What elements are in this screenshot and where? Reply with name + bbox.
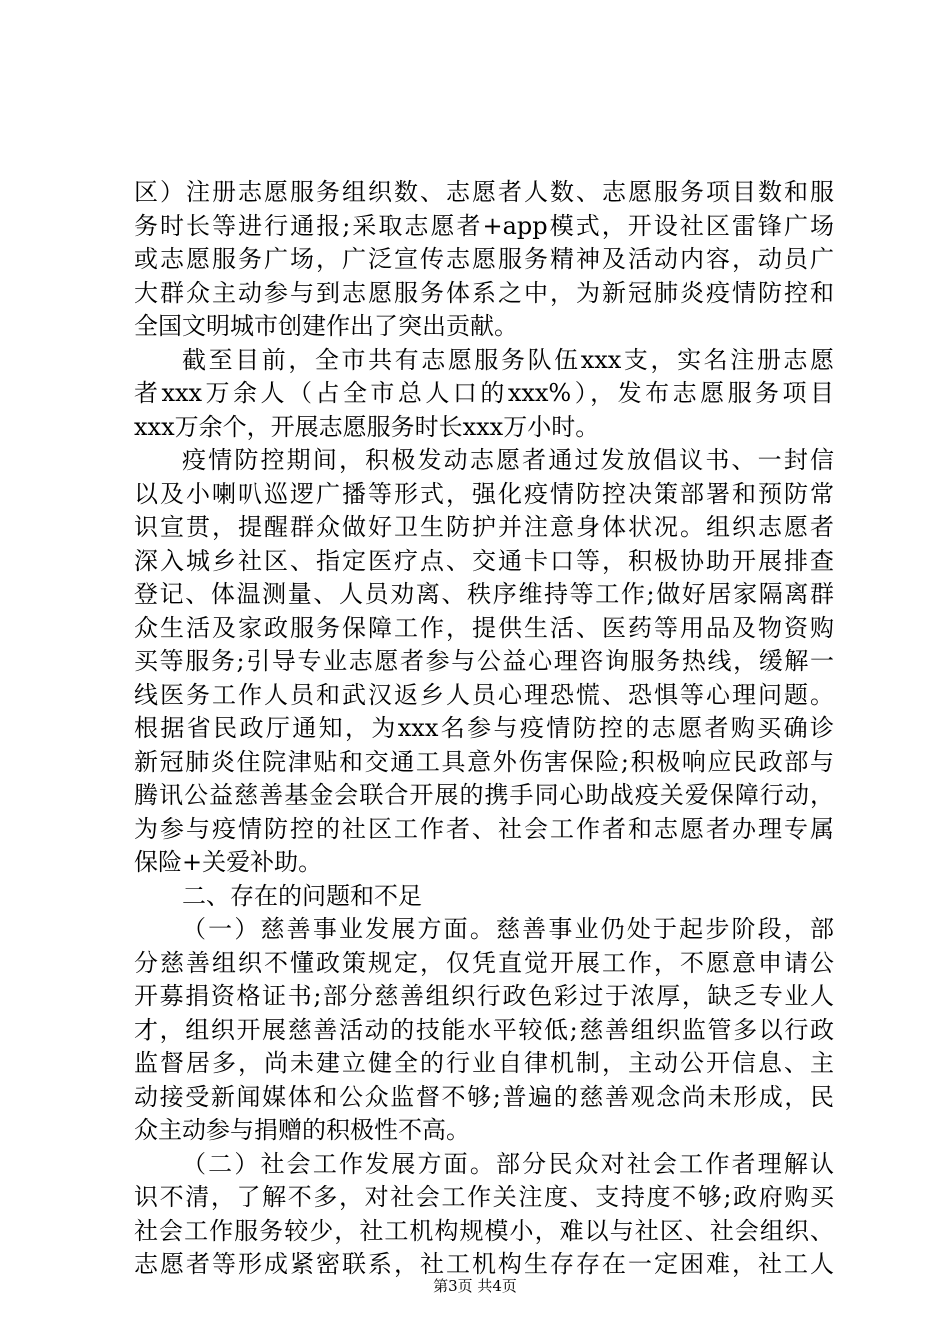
text-line: 线医务工作人员和武汉返乡人员心理恐慌、恐惧等心理问题。	[134, 680, 834, 709]
text-line: 开募捐资格证书;部分慈善组织行政色彩过于浓厚，缺乏专业人	[134, 982, 834, 1010]
text-line: 动接受新闻媒体和公众监督不够;普遍的慈善观念尚未形成，民	[134, 1082, 834, 1111]
text-line: 登记、体温测量、人员劝离、秩序维持等工作;做好居家隔离群	[134, 580, 834, 608]
text-line: 新冠肺炎住院津贴和交通工具意外伤害保险;积极响应民政部与	[134, 747, 834, 776]
text-line: 社会工作服务较少，社工机构规模小，难以与社区、社会组织、	[134, 1216, 834, 1245]
text-line: 监督居多，尚未建立健全的行业自律机制，主动公开信息、主	[134, 1049, 834, 1077]
text-line: （二）社会工作发展方面。部分民众对社会工作者理解认	[182, 1149, 834, 1178]
text-line: 根据省民政厅通知，为xxx名参与疫情防控的志愿者购买确诊	[134, 714, 834, 742]
text-line: 志愿者等形成紧密联系，社工机构生存存在一定困难，社工人	[134, 1250, 834, 1278]
text-line: 分慈善组织不懂政策规定，仅凭直觉开展工作，不愿意申请公	[134, 948, 834, 977]
text-line: 者xxx万余人（占全市总人口的xxx%），发布志愿服务项目	[134, 379, 834, 407]
text-line: （一）慈善事业发展方面。慈善事业仍处于起步阶段，部	[182, 915, 834, 943]
text-line: 以及小喇叭巡逻广播等形式，强化疫情防控决策部署和预防常	[134, 479, 834, 508]
text-line: xxx万余个，开展志愿服务时长xxx万小时。	[134, 412, 600, 441]
text-line: 深入城乡社区、指定医疗点、交通卡口等，积极协助开展排查	[134, 546, 834, 575]
text-line: 大群众主动参与到志愿服务体系之中，为新冠肺炎疫情防控和	[134, 278, 834, 307]
text-line: 全国文明城市创建作出了突出贡献。	[134, 312, 518, 340]
text-line: 识宣贯，提醒群众做好卫生防护并注意身体状况。组织志愿者	[134, 513, 834, 541]
text-line: 区）注册志愿服务组织数、志愿者人数、志愿服务项目数和服	[134, 178, 834, 206]
text-line: 众生活及家政服务保障工作，提供生活、医药等用品及物资购	[134, 613, 834, 642]
text-line: 疫情防控期间，积极发动志愿者通过发放倡议书、一封信	[182, 446, 834, 474]
text-line: 腾讯公益慈善基金会联合开展的携手同心助战疫关爱保障行动，	[134, 781, 834, 809]
text-line: 众主动参与捐赠的积极性不高。	[134, 1116, 470, 1144]
text-line: 截至目前，全市共有志愿服务队伍xxx支，实名注册志愿	[182, 345, 834, 374]
section-heading: 二、存在的问题和不足	[182, 881, 422, 910]
text-line: 识不清，了解不多，对社会工作关注度、支持度不够;政府购买	[134, 1183, 834, 1211]
page-number: 第3页 共4页	[433, 1277, 517, 1295]
body-text	[134, 176, 834, 1282]
text-line: 为参与疫情防控的社区工作者、社会工作者和志愿者办理专属	[134, 814, 834, 843]
text-line: 才，组织开展慈善活动的技能水平较低;慈善组织监管多以行政	[134, 1015, 834, 1044]
text-line: 保险+关爱补助。	[134, 848, 323, 876]
text-line: 务时长等进行通报;采取志愿者+app模式，开设社区雷锋广场	[134, 211, 834, 240]
text-line: 或志愿服务广场，广泛宣传志愿服务精神及活动内容，动员广	[134, 245, 834, 273]
text-line: 买等服务;引导专业志愿者参与公益心理咨询服务热线，缓解一	[134, 647, 834, 675]
